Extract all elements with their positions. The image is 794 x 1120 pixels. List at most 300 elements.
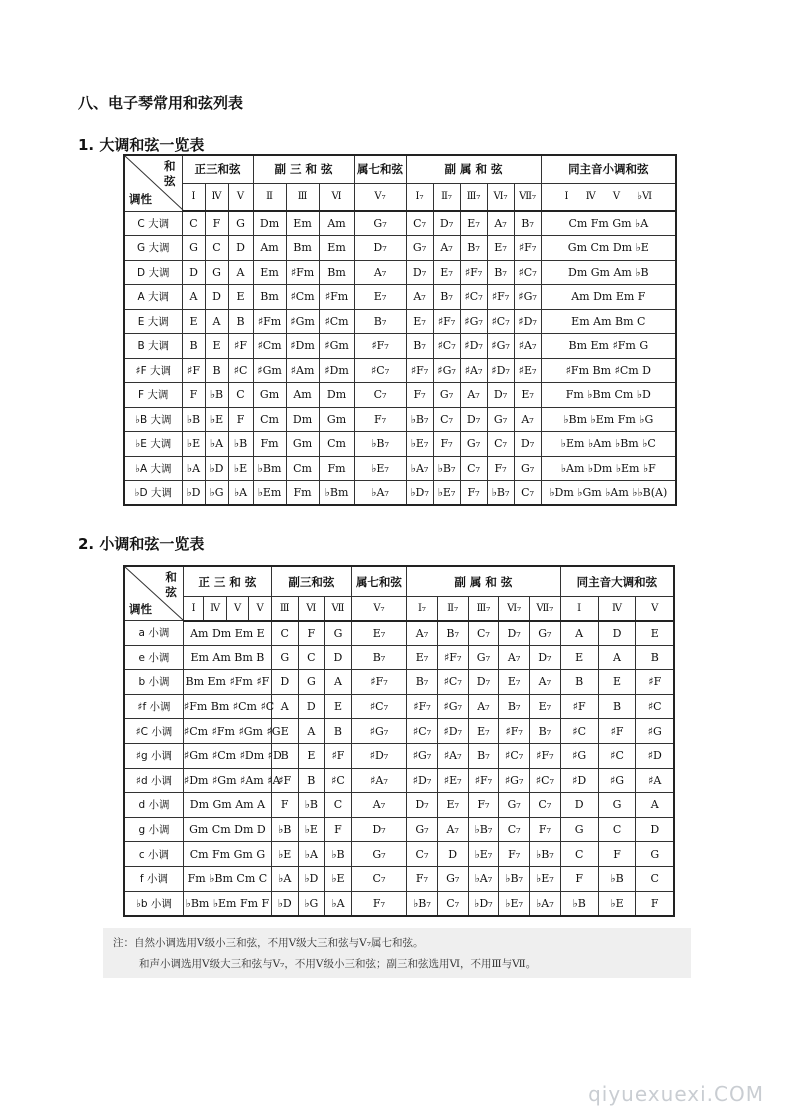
chord-cell: D₇ xyxy=(354,236,406,261)
degree-header: Ⅰ₇ xyxy=(407,597,438,621)
table-row xyxy=(124,817,674,842)
chord-cell: D xyxy=(636,817,674,842)
chord-cell: Fm ♭Bm Cm C xyxy=(183,866,271,891)
table-row xyxy=(124,891,674,916)
chord-cell: C xyxy=(598,817,636,842)
chord-cell: ♭B xyxy=(560,891,598,916)
chord-cell: C xyxy=(560,842,598,867)
chord-cell: F xyxy=(636,891,674,916)
table-row xyxy=(124,383,676,408)
degree-header: Ⅵ xyxy=(298,597,325,621)
table-row xyxy=(124,211,676,236)
chord-cell: ♯A₇ xyxy=(351,768,406,793)
chord-cell: Fm xyxy=(286,481,319,506)
key-label: A 大调 xyxy=(124,285,182,310)
corner-header xyxy=(124,566,183,621)
chord-cell: A₇ xyxy=(351,793,406,818)
chord-cell: C₇ xyxy=(407,842,438,867)
chord-cell: ♯Gm xyxy=(253,358,286,383)
table-row xyxy=(124,694,674,719)
table-row xyxy=(124,481,676,506)
chord-cell: G xyxy=(271,645,298,670)
degree-header: Ⅱ₇ xyxy=(437,597,468,621)
chord-cell: C₇ xyxy=(460,456,487,481)
degree-header: Ⅰ xyxy=(560,597,598,621)
chord-cell: Gm xyxy=(319,407,354,432)
degree-header: Ⅲ xyxy=(271,597,298,621)
chord-cell: ♯G₇ xyxy=(460,309,487,334)
chord-cell: ♭B xyxy=(228,432,253,457)
chord-cell: Bm xyxy=(286,236,319,261)
key-label: ♭b 小调 xyxy=(124,891,183,916)
chord-cell: ♯F xyxy=(598,719,636,744)
chord-cell: G₇ xyxy=(433,383,460,408)
chord-cell: Em xyxy=(286,211,319,236)
table-row xyxy=(124,842,674,867)
key-label: ♭D 大调 xyxy=(124,481,182,506)
chord-cell: F₇ xyxy=(407,866,438,891)
chord-cell: ♯C₇ xyxy=(351,694,406,719)
degree-header: Ⅵ xyxy=(319,183,354,211)
chord-cell: ♭A₇ xyxy=(354,481,406,506)
chord-cell: Bm Em ♯Fm G xyxy=(541,334,676,359)
corner-header xyxy=(124,155,182,211)
chord-cell: C₇ xyxy=(487,432,514,457)
chord-cell: B xyxy=(228,309,253,334)
table-row xyxy=(124,309,676,334)
chord-cell: ♯F₇ xyxy=(354,334,406,359)
degree-header xyxy=(541,183,676,211)
chord-cell: ♭B xyxy=(325,842,352,867)
chord-cell: ♯D₇ xyxy=(351,743,406,768)
corner-label: 调性 xyxy=(129,192,152,207)
key-label: D 大调 xyxy=(124,260,182,285)
chord-cell: A₇ xyxy=(499,645,530,670)
chord-cell: B₇ xyxy=(468,743,499,768)
chord-cell: F xyxy=(325,817,352,842)
chord-cell: D xyxy=(437,842,468,867)
chord-cell: ♯G₇ xyxy=(487,334,514,359)
table-row xyxy=(124,334,676,359)
chord-cell: G xyxy=(228,211,253,236)
chord-cell: D₇ xyxy=(487,383,514,408)
chord-cell: ♯Dm ♯Gm ♯Am ♯A xyxy=(183,768,271,793)
chord-cell: Fm xyxy=(253,432,286,457)
chord-cell: E₇ xyxy=(499,670,530,695)
group-header: 副 三 和 弦 xyxy=(253,155,354,183)
chord-cell: D₇ xyxy=(529,645,560,670)
chord-cell: ♭D₇ xyxy=(468,891,499,916)
chord-cell: F₇ xyxy=(406,383,433,408)
chord-cell: E xyxy=(205,334,228,359)
chord-cell: D₇ xyxy=(460,407,487,432)
footnote-line-1: 注：自然小调选用Ⅴ级小三和弦，不用Ⅴ级大三和弦与V₇属七和弦。 xyxy=(113,937,424,949)
chord-cell: C₇ xyxy=(514,481,541,506)
group-header: 副 属 和 弦 xyxy=(407,566,561,597)
chord-cell: ♯F₇ xyxy=(529,743,560,768)
corner-label: 调性 xyxy=(129,602,152,616)
degree-header: Ⅱ₇ xyxy=(433,183,460,211)
chord-cell: ♭B₇ xyxy=(529,842,560,867)
key-label: C 大调 xyxy=(124,211,182,236)
chord-cell: G xyxy=(182,236,205,261)
table-row xyxy=(124,260,676,285)
degree-header: V₇ xyxy=(351,597,406,621)
chord-cell: ♯D xyxy=(560,768,598,793)
chord-cell: ♯C₇ xyxy=(407,719,438,744)
table-row xyxy=(124,285,676,310)
chord-cell: A xyxy=(228,260,253,285)
table-row xyxy=(124,358,676,383)
chord-cell: ♯C₇ xyxy=(433,334,460,359)
chord-cell: ♭A xyxy=(271,866,298,891)
chord-cell: ♭E₇ xyxy=(406,432,433,457)
table-row xyxy=(124,768,674,793)
chord-cell: ♯Fm xyxy=(253,309,286,334)
key-label: ♯d 小调 xyxy=(124,768,183,793)
chord-cell: E xyxy=(298,743,325,768)
chord-cell: ♭Em xyxy=(253,481,286,506)
chord-cell: B xyxy=(560,670,598,695)
chord-cell: ♭B₇ xyxy=(499,866,530,891)
chord-cell: F xyxy=(182,383,205,408)
chord-cell: ♭A xyxy=(228,481,253,506)
chord-cell: E₇ xyxy=(514,383,541,408)
table-row xyxy=(124,793,674,818)
key-label: b 小调 xyxy=(124,670,183,695)
chord-cell: Dm Gm Am ♭B xyxy=(541,260,676,285)
chord-cell: Fm ♭Bm Cm ♭D xyxy=(541,383,676,408)
chord-cell: C₇ xyxy=(406,211,433,236)
group-header: 属七和弦 xyxy=(351,566,406,597)
chord-cell: ♯F xyxy=(636,670,674,695)
chord-cell: ♭B xyxy=(205,383,228,408)
chord-cell: ♯C₇ xyxy=(529,768,560,793)
chord-cell: E₇ xyxy=(487,236,514,261)
group-header: 属七和弦 xyxy=(354,155,406,183)
key-label: g 小调 xyxy=(124,817,183,842)
chord-cell: D₇ xyxy=(351,817,406,842)
key-label: ♯F 大调 xyxy=(124,358,182,383)
chord-cell: ♭Em ♭Am ♭Bm ♭C xyxy=(541,432,676,457)
chord-cell: ♯C₇ xyxy=(354,358,406,383)
chord-cell: ♭B xyxy=(598,866,636,891)
chord-cell: ♭Am ♭Dm ♭Em ♭F xyxy=(541,456,676,481)
chord-cell: ♯E₇ xyxy=(437,768,468,793)
chord-cell: Bm Em ♯Fm ♯F xyxy=(183,670,271,695)
chord-cell: E xyxy=(271,719,298,744)
chord-cell: Gm Cm Dm ♭E xyxy=(541,236,676,261)
chord-cell: C₇ xyxy=(468,621,499,646)
chord-cell: ♭B xyxy=(298,793,325,818)
chord-cell: A₇ xyxy=(433,236,460,261)
degree-header: Ⅴ xyxy=(249,597,272,621)
degree-header: Ⅶ xyxy=(325,597,352,621)
chord-cell: ♭B₇ xyxy=(406,407,433,432)
chord-cell: A xyxy=(598,645,636,670)
chord-cell: Am xyxy=(286,383,319,408)
chord-cell: ♯C xyxy=(636,694,674,719)
chord-cell: ♭A₇ xyxy=(406,456,433,481)
chord-cell: D xyxy=(205,285,228,310)
chord-cell: ♯F₇ xyxy=(351,670,406,695)
chord-cell: ♯F xyxy=(228,334,253,359)
chord-cell: Dm xyxy=(319,383,354,408)
chord-cell: ♭Dm ♭Gm ♭Am ♭♭B(A) xyxy=(541,481,676,506)
chord-cell: Cm xyxy=(253,407,286,432)
chord-cell: G₇ xyxy=(351,842,406,867)
chord-cell: A₇ xyxy=(406,285,433,310)
chord-cell: F xyxy=(298,621,325,646)
chord-cell: ♯D₇ xyxy=(487,358,514,383)
chord-cell: E xyxy=(325,694,352,719)
chord-cell: ♯E₇ xyxy=(514,358,541,383)
chord-cell: ♭B₇ xyxy=(433,456,460,481)
chord-cell: D xyxy=(325,645,352,670)
chord-cell: F₇ xyxy=(460,481,487,506)
chord-cell: F₇ xyxy=(529,817,560,842)
chord-cell: ♭E xyxy=(325,866,352,891)
chord-cell: D₇ xyxy=(514,432,541,457)
chord-cell: Em xyxy=(319,236,354,261)
chord-cell: ♯G xyxy=(598,768,636,793)
chord-cell: ♯Fm xyxy=(286,260,319,285)
degree-header: Ⅲ₇ xyxy=(460,183,487,211)
chord-cell: G₇ xyxy=(529,621,560,646)
chord-cell: ♯A₇ xyxy=(437,743,468,768)
chord-cell: ♯Cm xyxy=(319,309,354,334)
chord-cell: ♭E₇ xyxy=(468,842,499,867)
chord-cell: Cm xyxy=(319,432,354,457)
chord-cell: A xyxy=(636,793,674,818)
chord-cell: Bm xyxy=(319,260,354,285)
chord-cell: E₇ xyxy=(468,719,499,744)
chord-cell: ♯Cm xyxy=(286,285,319,310)
chord-cell: A₇ xyxy=(514,407,541,432)
chord-cell: A xyxy=(271,694,298,719)
degree-header: Ⅲ₇ xyxy=(468,597,499,621)
degree-header: Ⅳ xyxy=(205,183,228,211)
chord-cell: D xyxy=(228,236,253,261)
chord-cell: ♯A xyxy=(636,768,674,793)
chord-cell: ♯Dm xyxy=(286,334,319,359)
chord-cell: B₇ xyxy=(433,285,460,310)
chord-cell: ♯G₇ xyxy=(514,285,541,310)
corner-label: 和 xyxy=(164,159,176,174)
chord-cell: ♯Gm xyxy=(319,334,354,359)
chord-cell: D₇ xyxy=(499,621,530,646)
chord-cell: ♭E₇ xyxy=(499,891,530,916)
chord-cell: ♭A₇ xyxy=(529,891,560,916)
chord-cell: ♯C xyxy=(325,768,352,793)
chord-cell: A₇ xyxy=(468,694,499,719)
corner-label: 和 xyxy=(165,570,177,584)
chord-cell: ♭E₇ xyxy=(354,456,406,481)
chord-cell: B₇ xyxy=(406,334,433,359)
chord-cell: ♭D xyxy=(298,866,325,891)
key-label: G 大调 xyxy=(124,236,182,261)
chord-cell: A xyxy=(560,621,598,646)
chord-cell: Dm xyxy=(286,407,319,432)
chord-cell: A₇ xyxy=(529,670,560,695)
table1-title: 1. 大调和弦一览表 xyxy=(78,136,205,154)
chord-cell: B₇ xyxy=(351,645,406,670)
chord-cell: Gm xyxy=(286,432,319,457)
key-label: ♭B 大调 xyxy=(124,407,182,432)
chord-cell: ♭E xyxy=(182,432,205,457)
chord-cell: ♭B₇ xyxy=(468,817,499,842)
table-row xyxy=(124,743,674,768)
chord-cell: ♭G xyxy=(205,481,228,506)
chord-cell: Am Dm Em F xyxy=(541,285,676,310)
degree-label: Ⅴ xyxy=(612,191,621,203)
chord-cell: ♯C₇ xyxy=(499,743,530,768)
chord-cell: ♯F₇ xyxy=(433,309,460,334)
chord-cell: A₇ xyxy=(437,817,468,842)
chord-cell: ♯Gm ♯Cm ♯Dm ♯D xyxy=(183,743,271,768)
key-label: ♯f 小调 xyxy=(124,694,183,719)
chord-cell: G xyxy=(560,817,598,842)
chord-cell: ♯C xyxy=(560,719,598,744)
chord-cell: G₇ xyxy=(407,817,438,842)
chord-cell: ♯Am xyxy=(286,358,319,383)
group-header: 副 属 和 弦 xyxy=(406,155,541,183)
chord-cell: B xyxy=(325,719,352,744)
chord-cell: C xyxy=(325,793,352,818)
chord-cell: ♯G₇ xyxy=(437,694,468,719)
chord-cell: ♭Bm ♭Em Fm ♭G xyxy=(541,407,676,432)
key-label: ♯g 小调 xyxy=(124,743,183,768)
chord-cell: E₇ xyxy=(529,694,560,719)
chord-cell: B₇ xyxy=(437,621,468,646)
chord-cell: B xyxy=(598,694,636,719)
chord-cell: ♯Fm Bm ♯Cm D xyxy=(541,358,676,383)
key-label: c 小调 xyxy=(124,842,183,867)
table-row xyxy=(124,866,674,891)
table2-title: 2. 小调和弦一览表 xyxy=(78,535,205,553)
chord-cell: ♭A xyxy=(298,842,325,867)
degree-header: Ⅳ xyxy=(204,597,227,621)
key-label: ♯C 小调 xyxy=(124,719,183,744)
chord-cell: B xyxy=(298,768,325,793)
chord-cell: B₇ xyxy=(487,260,514,285)
chord-cell: E xyxy=(182,309,205,334)
chord-cell: C xyxy=(228,383,253,408)
chord-cell: E₇ xyxy=(354,285,406,310)
chord-cell: B xyxy=(636,645,674,670)
chord-cell: B₇ xyxy=(529,719,560,744)
chord-cell: F₇ xyxy=(354,407,406,432)
degree-header: Ⅲ xyxy=(286,183,319,211)
degree-header: Ⅴ xyxy=(636,597,674,621)
chord-cell: E xyxy=(598,670,636,695)
table-row xyxy=(124,456,676,481)
chord-cell: D xyxy=(298,694,325,719)
degree-header: Ⅳ xyxy=(598,597,636,621)
degree-header: Ⅵ₇ xyxy=(499,597,530,621)
chord-cell: ♭D xyxy=(205,456,228,481)
chord-cell: A₇ xyxy=(407,621,438,646)
chord-cell: C₇ xyxy=(351,866,406,891)
chord-cell: F xyxy=(598,842,636,867)
chord-cell: F xyxy=(228,407,253,432)
chord-cell: ♭B₇ xyxy=(487,481,514,506)
chord-cell: ♭D xyxy=(271,891,298,916)
degree-header: Ⅰ₇ xyxy=(406,183,433,211)
chord-cell: ♯F₇ xyxy=(468,768,499,793)
chord-cell: A xyxy=(325,670,352,695)
chord-cell: E xyxy=(560,645,598,670)
chord-cell: A xyxy=(205,309,228,334)
chord-cell: ♯A₇ xyxy=(514,334,541,359)
chord-cell: Gm Cm Dm D xyxy=(183,817,271,842)
chord-cell: E₇ xyxy=(351,621,406,646)
chord-cell: D₇ xyxy=(468,670,499,695)
chord-cell: F₇ xyxy=(468,793,499,818)
chord-cell: ♭E₇ xyxy=(529,866,560,891)
key-label: F 大调 xyxy=(124,383,182,408)
chord-cell: ♭Bm xyxy=(253,456,286,481)
corner-label: 弦 xyxy=(165,585,177,599)
chord-cell: A₇ xyxy=(354,260,406,285)
chord-cell: A₇ xyxy=(460,383,487,408)
chord-cell: ♭E xyxy=(598,891,636,916)
chord-cell: F₇ xyxy=(487,456,514,481)
chord-cell: C xyxy=(205,236,228,261)
chord-cell: C₇ xyxy=(499,817,530,842)
chord-cell: ♯D₇ xyxy=(437,719,468,744)
chord-cell: ♯F₇ xyxy=(514,236,541,261)
chord-cell: ♯C₇ xyxy=(437,670,468,695)
chord-cell: C₇ xyxy=(433,407,460,432)
chord-cell: F xyxy=(205,211,228,236)
chord-cell: ♭A xyxy=(205,432,228,457)
major-chord-table xyxy=(123,154,677,506)
table-row xyxy=(124,407,676,432)
chord-cell: Cm Fm Gm ♭A xyxy=(541,211,676,236)
chord-cell: G₇ xyxy=(514,456,541,481)
chord-cell: Fm xyxy=(319,456,354,481)
chord-cell: ♭B xyxy=(182,407,205,432)
chord-cell: F xyxy=(271,793,298,818)
chord-cell: ♯A₇ xyxy=(460,358,487,383)
chord-cell: D₇ xyxy=(407,793,438,818)
chord-cell: E xyxy=(636,621,674,646)
chord-cell: Em Am Bm C xyxy=(541,309,676,334)
chord-cell: D₇ xyxy=(406,260,433,285)
table-row xyxy=(124,621,674,646)
minor-chord-table xyxy=(123,565,675,917)
chord-cell: ♭D₇ xyxy=(406,481,433,506)
watermark: qiyuexuexi.COM xyxy=(588,1082,764,1106)
key-label: e 小调 xyxy=(124,645,183,670)
chord-cell: ♯F xyxy=(182,358,205,383)
chord-cell: G₇ xyxy=(487,407,514,432)
chord-cell: E₇ xyxy=(407,645,438,670)
chord-cell: Am Dm Em E xyxy=(183,621,271,646)
chord-cell: C₇ xyxy=(529,793,560,818)
chord-cell: D xyxy=(598,621,636,646)
chord-cell: B xyxy=(205,358,228,383)
chord-cell: ♭A xyxy=(325,891,352,916)
chord-cell: E₇ xyxy=(460,211,487,236)
chord-cell: C xyxy=(182,211,205,236)
chord-cell: E₇ xyxy=(406,309,433,334)
chord-cell: B₇ xyxy=(354,309,406,334)
chord-cell: ♭Bm xyxy=(319,481,354,506)
group-header: 副三和弦 xyxy=(271,566,351,597)
degree-header: Ⅴ xyxy=(228,183,253,211)
